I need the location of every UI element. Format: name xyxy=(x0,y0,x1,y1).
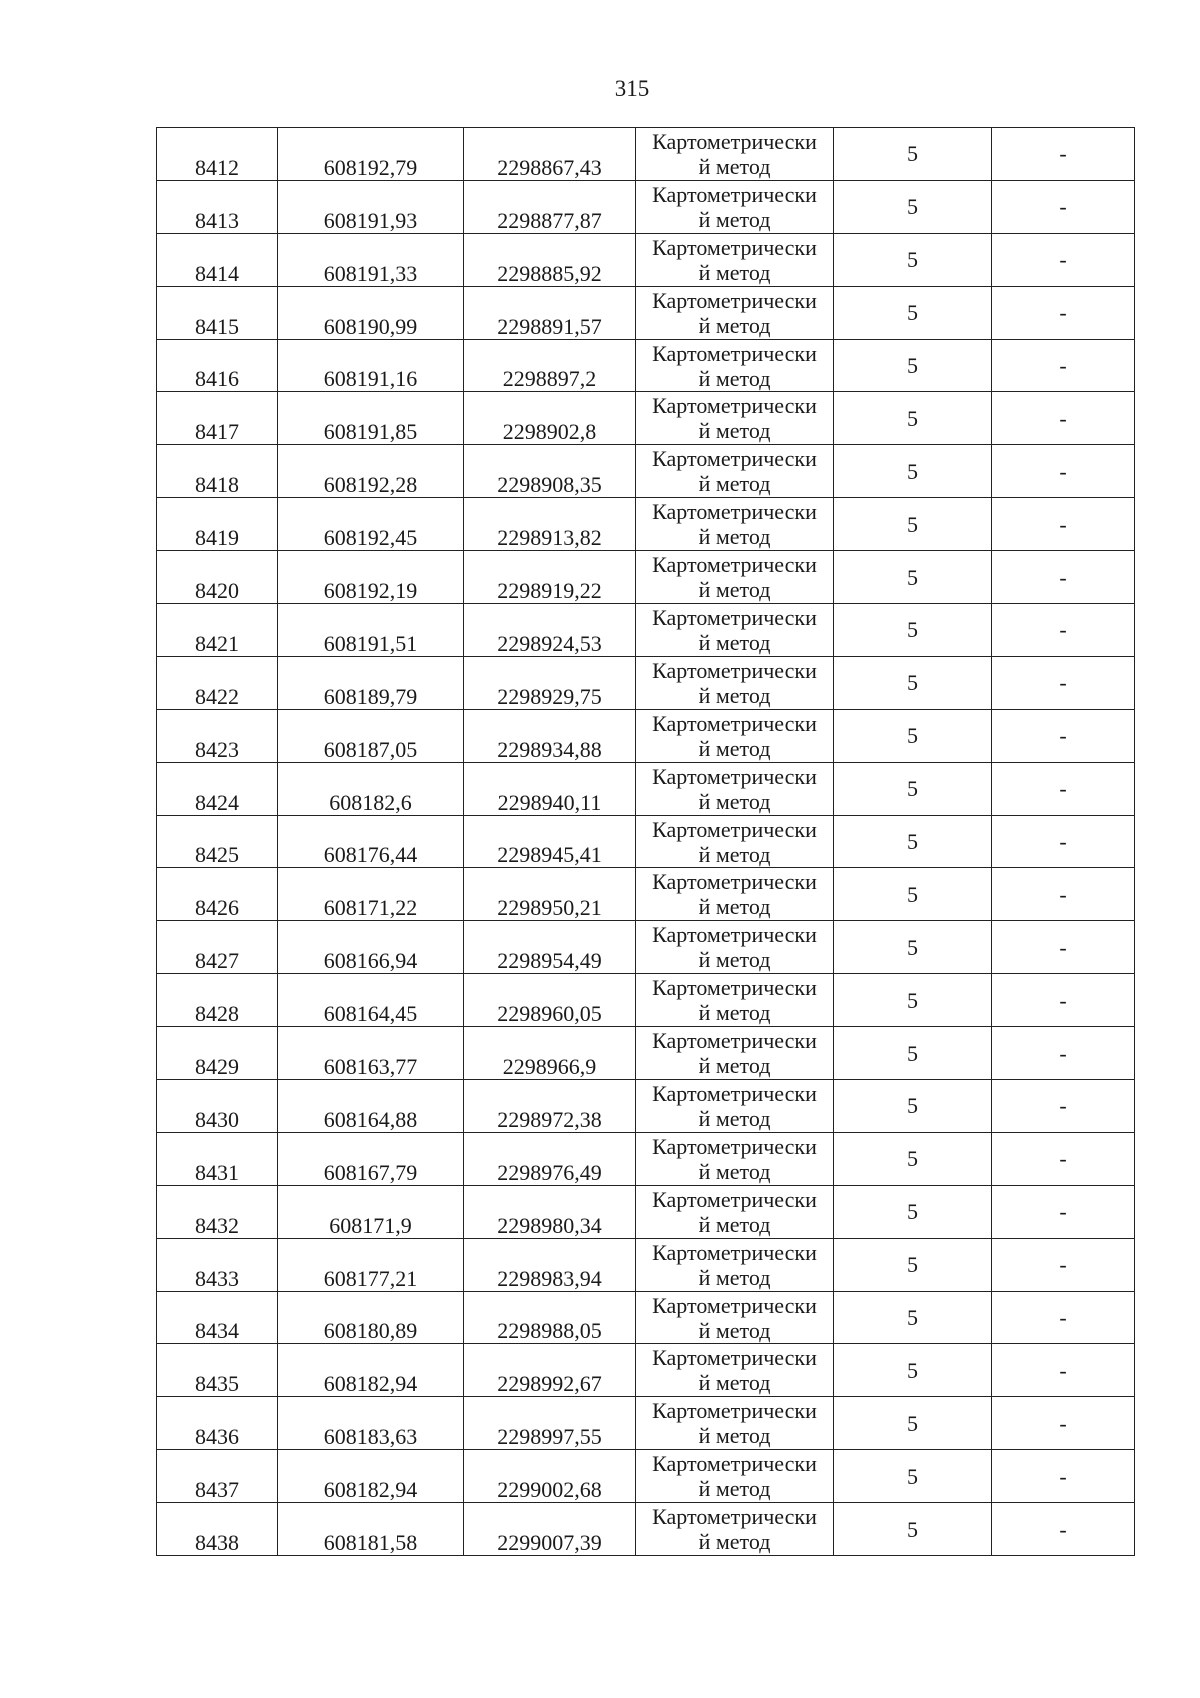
accuracy-cell: 5 xyxy=(834,868,992,921)
y-coordinate-cell: 2298908,35 xyxy=(464,445,636,498)
note-cell: - xyxy=(992,286,1135,339)
accuracy-cell: 5 xyxy=(834,1450,992,1503)
accuracy-cell: 5 xyxy=(834,1027,992,1080)
x-coordinate-cell: 608167,79 xyxy=(278,1132,464,1185)
y-coordinate-cell: 2298972,38 xyxy=(464,1080,636,1133)
y-coordinate-cell: 2298992,67 xyxy=(464,1344,636,1397)
method-cell: Картометрически й метод xyxy=(636,762,834,815)
table-row xyxy=(157,551,1135,604)
point-number-cell: 8416 xyxy=(157,339,278,392)
page-number: 315 xyxy=(614,76,650,101)
coordinates-table xyxy=(156,127,1135,1556)
point-number-cell: 8423 xyxy=(157,709,278,762)
accuracy-cell: 5 xyxy=(834,286,992,339)
point-number-cell: 8430 xyxy=(157,1080,278,1133)
point-number-cell: 8413 xyxy=(157,180,278,233)
accuracy-cell: 5 xyxy=(834,921,992,974)
method-cell: Картометрически й метод xyxy=(636,498,834,551)
point-number-cell: 8425 xyxy=(157,815,278,868)
x-coordinate-cell: 608192,19 xyxy=(278,551,464,604)
table-row xyxy=(157,709,1135,762)
accuracy-cell: 5 xyxy=(834,551,992,604)
table-row xyxy=(157,128,1135,181)
point-number-cell: 8422 xyxy=(157,656,278,709)
x-coordinate-cell: 608191,51 xyxy=(278,604,464,657)
note-cell: - xyxy=(992,815,1135,868)
accuracy-cell: 5 xyxy=(834,1397,992,1450)
point-number-cell: 8415 xyxy=(157,286,278,339)
x-coordinate-cell: 608191,93 xyxy=(278,180,464,233)
accuracy-cell: 5 xyxy=(834,762,992,815)
method-cell: Картометрически й метод xyxy=(636,1503,834,1556)
x-coordinate-cell: 608181,58 xyxy=(278,1503,464,1556)
x-coordinate-cell: 608182,94 xyxy=(278,1344,464,1397)
note-cell: - xyxy=(992,1503,1135,1556)
table-row xyxy=(157,1132,1135,1185)
point-number-cell: 8426 xyxy=(157,868,278,921)
table-row xyxy=(157,392,1135,445)
x-coordinate-cell: 608192,45 xyxy=(278,498,464,551)
y-coordinate-cell: 2298976,49 xyxy=(464,1132,636,1185)
table-row xyxy=(157,1450,1135,1503)
method-cell: Картометрически й метод xyxy=(636,128,834,181)
note-cell: - xyxy=(992,762,1135,815)
accuracy-cell: 5 xyxy=(834,1238,992,1291)
accuracy-cell: 5 xyxy=(834,1185,992,1238)
accuracy-cell: 5 xyxy=(834,1291,992,1344)
table-row xyxy=(157,656,1135,709)
x-coordinate-cell: 608171,22 xyxy=(278,868,464,921)
point-number-cell: 8424 xyxy=(157,762,278,815)
point-number-cell: 8419 xyxy=(157,498,278,551)
point-number-cell: 8428 xyxy=(157,974,278,1027)
point-number-cell: 8434 xyxy=(157,1291,278,1344)
accuracy-cell: 5 xyxy=(834,656,992,709)
note-cell: - xyxy=(992,233,1135,286)
table-row xyxy=(157,974,1135,1027)
point-number-cell: 8435 xyxy=(157,1344,278,1397)
accuracy-cell: 5 xyxy=(834,1503,992,1556)
note-cell: - xyxy=(992,1080,1135,1133)
x-coordinate-cell: 608180,89 xyxy=(278,1291,464,1344)
method-cell: Картометрически й метод xyxy=(636,445,834,498)
accuracy-cell: 5 xyxy=(834,1080,992,1133)
x-coordinate-cell: 608187,05 xyxy=(278,709,464,762)
method-cell: Картометрически й метод xyxy=(636,392,834,445)
note-cell: - xyxy=(992,1238,1135,1291)
table-row xyxy=(157,1185,1135,1238)
x-coordinate-cell: 608171,9 xyxy=(278,1185,464,1238)
method-cell: Картометрически й метод xyxy=(636,656,834,709)
note-cell: - xyxy=(992,551,1135,604)
x-coordinate-cell: 608163,77 xyxy=(278,1027,464,1080)
method-cell: Картометрически й метод xyxy=(636,180,834,233)
method-cell: Картометрически й метод xyxy=(636,339,834,392)
point-number-cell: 8433 xyxy=(157,1238,278,1291)
y-coordinate-cell: 2298997,55 xyxy=(464,1397,636,1450)
point-number-cell: 8431 xyxy=(157,1132,278,1185)
method-cell: Картометрически й метод xyxy=(636,815,834,868)
accuracy-cell: 5 xyxy=(834,339,992,392)
note-cell: - xyxy=(992,392,1135,445)
table-row xyxy=(157,815,1135,868)
y-coordinate-cell: 2298913,82 xyxy=(464,498,636,551)
accuracy-cell: 5 xyxy=(834,498,992,551)
x-coordinate-cell: 608189,79 xyxy=(278,656,464,709)
x-coordinate-cell: 608192,79 xyxy=(278,128,464,181)
y-coordinate-cell: 2298950,21 xyxy=(464,868,636,921)
accuracy-cell: 5 xyxy=(834,1344,992,1397)
point-number-cell: 8429 xyxy=(157,1027,278,1080)
table-row xyxy=(157,1027,1135,1080)
note-cell: - xyxy=(992,498,1135,551)
method-cell: Картометрически й метод xyxy=(636,1080,834,1133)
method-cell: Картометрически й метод xyxy=(636,709,834,762)
x-coordinate-cell: 608164,88 xyxy=(278,1080,464,1133)
method-cell: Картометрически й метод xyxy=(636,286,834,339)
y-coordinate-cell: 2298891,57 xyxy=(464,286,636,339)
method-cell: Картометрически й метод xyxy=(636,551,834,604)
table-row xyxy=(157,180,1135,233)
method-cell: Картометрически й метод xyxy=(636,868,834,921)
method-cell: Картометрически й метод xyxy=(636,233,834,286)
y-coordinate-cell: 2298945,41 xyxy=(464,815,636,868)
y-coordinate-cell: 2299007,39 xyxy=(464,1503,636,1556)
table-row xyxy=(157,233,1135,286)
y-coordinate-cell: 2298983,94 xyxy=(464,1238,636,1291)
method-cell: Картометрически й метод xyxy=(636,921,834,974)
note-cell: - xyxy=(992,1185,1135,1238)
method-cell: Картометрически й метод xyxy=(636,974,834,1027)
x-coordinate-cell: 608176,44 xyxy=(278,815,464,868)
table-row xyxy=(157,762,1135,815)
note-cell: - xyxy=(992,709,1135,762)
note-cell: - xyxy=(992,974,1135,1027)
note-cell: - xyxy=(992,128,1135,181)
x-coordinate-cell: 608182,6 xyxy=(278,762,464,815)
y-coordinate-cell: 2298867,43 xyxy=(464,128,636,181)
table-row xyxy=(157,921,1135,974)
method-cell: Картометрически й метод xyxy=(636,604,834,657)
x-coordinate-cell: 608182,94 xyxy=(278,1450,464,1503)
accuracy-cell: 5 xyxy=(834,445,992,498)
table-row xyxy=(157,1503,1135,1556)
x-coordinate-cell: 608177,21 xyxy=(278,1238,464,1291)
y-coordinate-cell: 2299002,68 xyxy=(464,1450,636,1503)
y-coordinate-cell: 2298940,11 xyxy=(464,762,636,815)
point-number-cell: 8414 xyxy=(157,233,278,286)
point-number-cell: 8432 xyxy=(157,1185,278,1238)
x-coordinate-cell: 608191,85 xyxy=(278,392,464,445)
y-coordinate-cell: 2298902,8 xyxy=(464,392,636,445)
note-cell: - xyxy=(992,339,1135,392)
method-cell: Картометрически й метод xyxy=(636,1238,834,1291)
note-cell: - xyxy=(992,1450,1135,1503)
point-number-cell: 8427 xyxy=(157,921,278,974)
method-cell: Картометрически й метод xyxy=(636,1397,834,1450)
method-cell: Картометрически й метод xyxy=(636,1027,834,1080)
y-coordinate-cell: 2298934,88 xyxy=(464,709,636,762)
note-cell: - xyxy=(992,1344,1135,1397)
accuracy-cell: 5 xyxy=(834,1132,992,1185)
x-coordinate-cell: 608191,16 xyxy=(278,339,464,392)
y-coordinate-cell: 2298885,92 xyxy=(464,233,636,286)
accuracy-cell: 5 xyxy=(834,709,992,762)
accuracy-cell: 5 xyxy=(834,180,992,233)
note-cell: - xyxy=(992,1027,1135,1080)
note-cell: - xyxy=(992,656,1135,709)
point-number-cell: 8417 xyxy=(157,392,278,445)
note-cell: - xyxy=(992,1132,1135,1185)
y-coordinate-cell: 2298919,22 xyxy=(464,551,636,604)
x-coordinate-cell: 608183,63 xyxy=(278,1397,464,1450)
table-row xyxy=(157,1238,1135,1291)
table-row xyxy=(157,339,1135,392)
method-cell: Картометрически й метод xyxy=(636,1450,834,1503)
note-cell: - xyxy=(992,604,1135,657)
method-cell: Картометрически й метод xyxy=(636,1291,834,1344)
y-coordinate-cell: 2298929,75 xyxy=(464,656,636,709)
point-number-cell: 8437 xyxy=(157,1450,278,1503)
x-coordinate-cell: 608191,33 xyxy=(278,233,464,286)
point-number-cell: 8418 xyxy=(157,445,278,498)
y-coordinate-cell: 2298988,05 xyxy=(464,1291,636,1344)
method-cell: Картометрически й метод xyxy=(636,1132,834,1185)
method-cell: Картометрически й метод xyxy=(636,1344,834,1397)
table-row xyxy=(157,868,1135,921)
note-cell: - xyxy=(992,921,1135,974)
point-number-cell: 8438 xyxy=(157,1503,278,1556)
y-coordinate-cell: 2298924,53 xyxy=(464,604,636,657)
x-coordinate-cell: 608166,94 xyxy=(278,921,464,974)
method-cell: Картометрически й метод xyxy=(636,1185,834,1238)
point-number-cell: 8420 xyxy=(157,551,278,604)
y-coordinate-cell: 2298966,9 xyxy=(464,1027,636,1080)
note-cell: - xyxy=(992,1397,1135,1450)
table-row xyxy=(157,498,1135,551)
table-row xyxy=(157,445,1135,498)
note-cell: - xyxy=(992,868,1135,921)
point-number-cell: 8421 xyxy=(157,604,278,657)
y-coordinate-cell: 2298877,87 xyxy=(464,180,636,233)
x-coordinate-cell: 608190,99 xyxy=(278,286,464,339)
y-coordinate-cell: 2298960,05 xyxy=(464,974,636,1027)
table-row xyxy=(157,1397,1135,1450)
accuracy-cell: 5 xyxy=(834,233,992,286)
note-cell: - xyxy=(992,1291,1135,1344)
table-row xyxy=(157,1291,1135,1344)
table-body xyxy=(157,128,1135,1556)
note-cell: - xyxy=(992,445,1135,498)
accuracy-cell: 5 xyxy=(834,974,992,1027)
y-coordinate-cell: 2298980,34 xyxy=(464,1185,636,1238)
table-row xyxy=(157,286,1135,339)
note-cell: - xyxy=(992,180,1135,233)
table-row xyxy=(157,1080,1135,1133)
point-number-cell: 8436 xyxy=(157,1397,278,1450)
table-row xyxy=(157,1344,1135,1397)
y-coordinate-cell: 2298897,2 xyxy=(464,339,636,392)
accuracy-cell: 5 xyxy=(834,815,992,868)
y-coordinate-cell: 2298954,49 xyxy=(464,921,636,974)
accuracy-cell: 5 xyxy=(834,392,992,445)
point-number-cell: 8412 xyxy=(157,128,278,181)
x-coordinate-cell: 608164,45 xyxy=(278,974,464,1027)
accuracy-cell: 5 xyxy=(834,604,992,657)
x-coordinate-cell: 608192,28 xyxy=(278,445,464,498)
accuracy-cell: 5 xyxy=(834,128,992,181)
table-row xyxy=(157,604,1135,657)
